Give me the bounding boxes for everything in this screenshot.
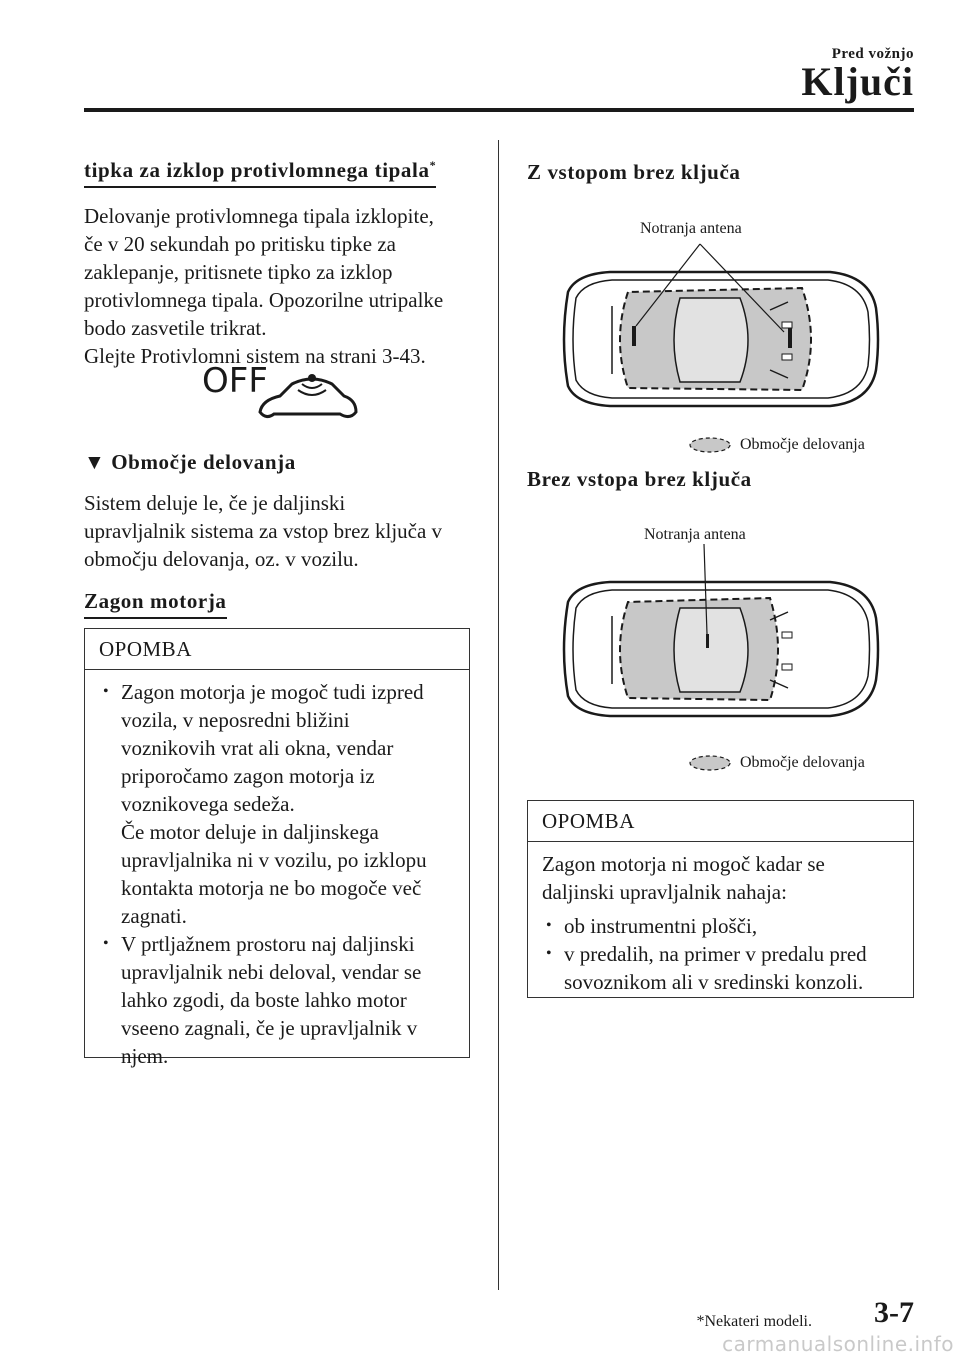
- diagram-keyless-entry: [540, 210, 890, 460]
- antenna-icon: [706, 634, 709, 648]
- triangle-marker-icon: ▼: [84, 450, 106, 474]
- note-intro: Zagon motorja ni mogoč kadar se daljinski upravljalnik nahaja:: [542, 852, 825, 904]
- section-heading: ▼ Območje delovanja: [84, 450, 296, 474]
- watermark: carmanualsonline.info: [722, 1332, 954, 1356]
- note-item: • V prtljažnem prostoru naj daljinski upravljalnik nebi deloval, vendar se lahko zgodi, da boste lahko motor vseeno zagnali, če je upravljalnik v njem.: [99, 930, 455, 1070]
- bullet-icon: •: [103, 935, 109, 952]
- note-item: • Zagon motorja je mogoč tudi izpred vozila, v neposredni bližini voznikovih vrat ali okna, vendar priporočamo zagon motorja iz voznikovega sedeža. Če motor deluje in daljinskega upravljalnika ni v vozilu, po izklopu kontakta motorja ne bo mogoče več zagnati.: [99, 678, 455, 930]
- page-number: 3-7: [874, 1296, 914, 1329]
- footnote: *Nekateri modeli.: [696, 1313, 812, 1330]
- header-rule: [84, 108, 914, 112]
- section-name: Pred vožnjo: [831, 46, 914, 62]
- note-title: OPOMBA: [85, 629, 469, 670]
- note-box-left: [84, 628, 470, 1068]
- paragraph-operating-range: Sistem deluje le, če je daljinski upravljalnik sistema za vstop brez ključa v območju delovanja, oz. v vozilu.: [84, 491, 443, 571]
- zone-legend: Območje delovanja: [688, 436, 865, 454]
- car-top-view-icon: [564, 582, 878, 716]
- heading-engine-start: Zagon motorja: [84, 589, 227, 619]
- note-item: • v predalih, na primer v predalu pred sovoznikom ali v sredinski konzoli.: [542, 940, 899, 996]
- diagram-no-keyless-entry: [540, 520, 890, 770]
- antenna-icon: [788, 328, 792, 348]
- note-box-right: [527, 800, 914, 998]
- zone-legend-icon: [688, 754, 732, 772]
- bullet-icon: •: [103, 683, 109, 700]
- note-item: • ob instrumentni plošči,: [542, 912, 899, 940]
- antenna-label: Notranja antena: [640, 220, 742, 237]
- left-column: [84, 158, 484, 370]
- zone-legend-icon: [688, 436, 732, 454]
- diagram1-title: Z vstopom brez ključa: [527, 160, 741, 184]
- column-divider: [498, 140, 499, 1290]
- zone-legend: Območje delovanja: [688, 754, 865, 772]
- alarm-off-icon: [200, 360, 360, 430]
- note-title: OPOMBA: [528, 801, 913, 842]
- bullet-icon: •: [546, 917, 552, 934]
- paragraph-reference: Glejte Protivlomni sistem na strani 3-43.: [84, 344, 426, 368]
- car-top-view-icon: [564, 272, 878, 406]
- paragraph-alarm-off: Delovanje protivlomnega tipala izklopite, če v 20 sekundah po pritisku tipke za zaklepanje, pritisnete tipko za izklop protivlomnega tipala. Opozorilne utripalke bodo zasvetile trikrat.: [84, 204, 444, 340]
- off-icon-text: OFF: [202, 361, 268, 401]
- antenna-label: Notranja antena: [644, 526, 746, 543]
- footnote-mark: *: [429, 158, 437, 172]
- page-title: Ključi: [801, 59, 914, 104]
- antenna-icon: [632, 326, 636, 346]
- bullet-icon: •: [546, 945, 552, 962]
- left-column-lower: [84, 450, 484, 619]
- diagram2-title: Brez vstopa brez ključa: [527, 467, 752, 491]
- heading-alarm-off-button: tipka za izklop protivlomnega tipala*: [84, 158, 436, 188]
